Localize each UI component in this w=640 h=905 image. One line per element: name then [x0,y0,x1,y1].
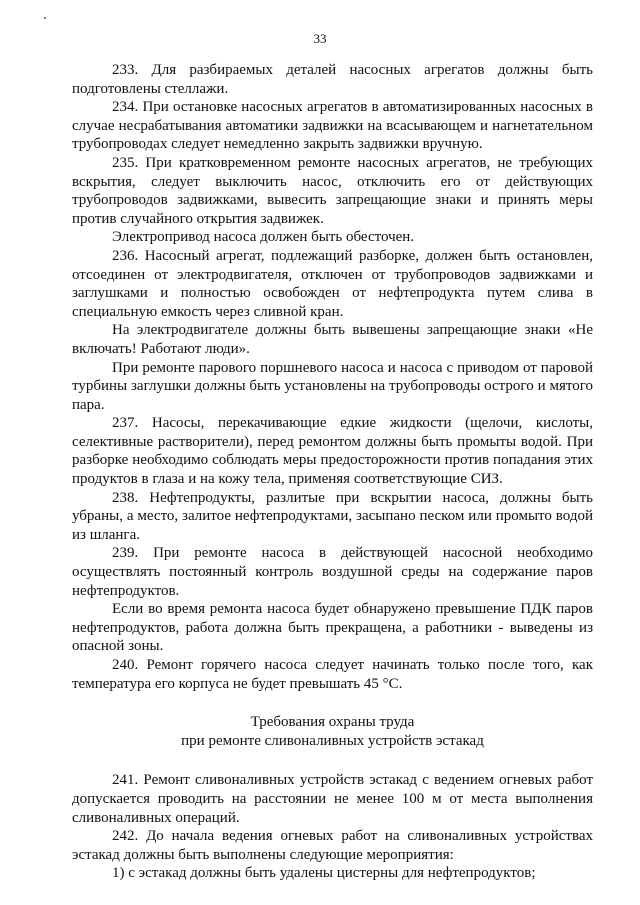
paragraph-234: 234. При остановке насосных агрегатов в автоматизированных насосных в случае несрабатывания автоматики задвижки на всасывающем и нагнетательном трубопроводах следует немедленно закрыть задвижки вручную. [72,99,593,153]
section-heading [72,713,593,750]
paragraph-240: 240. Ремонт горячего насоса следует начинать только после того, как температура его корпуса не будет превышать 45 °С. [72,657,593,692]
scan-speck [44,17,46,19]
paragraph-235: 235. При кратковременном ремонте насосных агрегатов, не требующих вскрытия, следует выключить насос, отключить его от действующих трубопроводов задвижками, вывесить запрещающие знаки и принять меры против случайного открытия задвижек. [72,154,593,227]
paragraph-237: 237. Насосы, перекачивающие едкие жидкости (щелочи, кислоты, селективные растворители), перед ремонтом должны быть промыты водой. При разборке необходимо соблюдать меры предосторожности против попадания этих продуктов в глаза и на кожу тела, применяя соответствующие СИЗ. [72,415,593,488]
section-heading-line-2: при ремонте сливоналивных устройств эстакад [181,732,484,749]
paragraph-236: 236. Насосный агрегат, подлежащий разборке, должен быть остановлен, отсоединен от электродвигателя, отключен от трубопроводов задвижками и заглушками и полностью освобожден от нефтепродукта путем слива в специальную емкость через сливной кран. [72,247,593,320]
paragraph-238: 238. Нефтепродукты, разлитые при вскрытии насоса, должны быть убраны, а место, залитое нефтепродуктами, засыпано песком или промыто водой из шланга. [72,489,593,543]
paragraph-236-steam: При ремонте парового поршневого насоса и насоса с приводом от паровой турбины заглушки должны быть установлены на трубопроводы острого и мятого пара. [72,359,593,413]
page-number: 33 [313,31,327,46]
paragraph-241: 241. Ремонт сливоналивных устройств эстакад с ведением огневых работ допускается проводить на расстоянии не менее 100 м от места выполнения сливоналивных операций. [72,772,593,826]
paragraph-242: 242. До начала ведения огневых работ на сливоналивных устройствах эстакад должны быть выполнены следующие мероприятия: [72,828,593,863]
paragraph-242-item-1: 1) с эстакад должны быть удалены цистерны для нефтепродуктов; [112,865,536,882]
paragraph-236-signs: На электродвигателе должны быть вывешены запрещающие знаки «Не включать! Работают люди». [72,322,593,357]
paragraph-239: 239. При ремонте насоса в действующей насосной необходимо осуществлять постоянный контроль воздушной среды на содержание паров нефтепродуктов. [72,545,593,599]
paragraph-235-note: Электропривод насоса должен быть обесточен. [112,229,415,246]
document-body [72,61,593,883]
paragraph-239-pdk: Если во время ремонта насоса будет обнаружено превышение ПДК паров нефтепродуктов, работа должна быть прекращена, а работники - выведены из опасной зоны. [72,601,593,655]
paragraph-233: 233. Для разбираемых деталей насосных агрегатов должны быть подготовлены стеллажи. [72,62,593,97]
section-heading-line-1: Требования охраны труда [250,714,415,731]
